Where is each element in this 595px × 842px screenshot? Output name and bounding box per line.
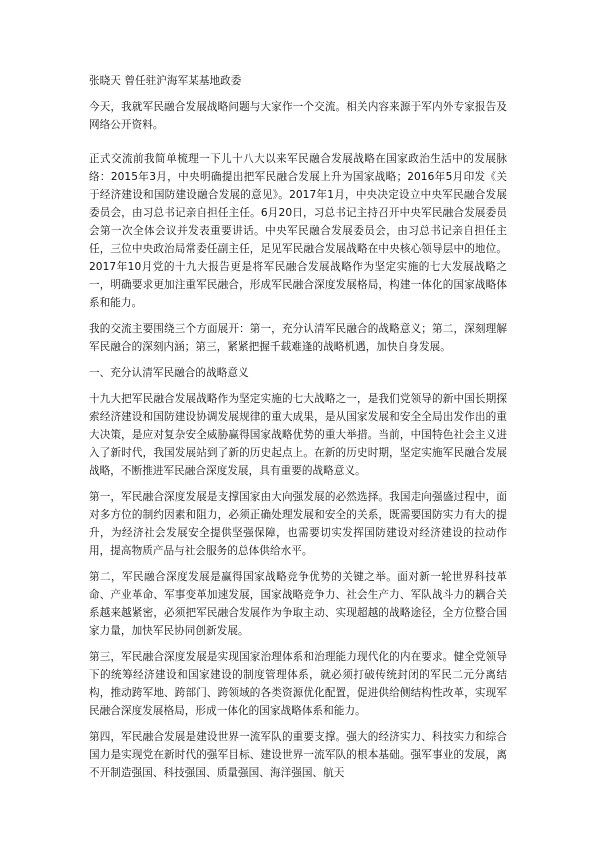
author-line: 张晓天 曾任驻沪海军某基地政委 [89,75,242,87]
section-heading: 一、充分认清军民融合的战略意义 [89,367,249,379]
background-paragraph: 正式交流前我简单梳理一下儿十八大以来军民融合发展战略在国家政治生活中的发展脉络：2015年3月，中央明确提出把军民融合发展上升为国家战略；2016年5月印发《关于经济建设和国防建设融合发展的意见》。2017年1月，中央决定设立中央军民融合发展委员会，由习总书记亲自担任主任。6月20日，习总书记主持召开中央军民融合发展委员会第一次全体会议并发表重要讲话。中央军民融合发展委员会，由习总书记亲自担任主任，三位中央政治局常委任副主任，足见军民融合发展战略在中央核心领导层中的地位。2017年10月党的十九大报告更是将军民融合发展战略作为坚定实施的七大发展战略之一，明确要求更加注重军民融合，形成军民融合深度发展格局，构建一体化的国家战略体系和能力。 [89,153,507,309]
point-three-paragraph: 第三，军民融合深度发展是实现国家治理体系和治理能力现代化的内在要求。健全党领导下的统筹经济建设和国家建设的制度管理体系，就必须打破传统封闭的军民二元分离结构，推动跨军地、跨部门、跨领域的各类资源优化配置，促进供给侧结构性改革，实现军民融合深度发展格局，形成一体化的国家战略体系和能力。 [89,651,507,717]
intro-paragraph: 今天，我就军民融合发展战略问题与大家作一个交流。相关内容来源于军内外专家报告及网络公开资料。 [89,101,507,131]
point-one-paragraph: 第一，军民融合深度发展是支撑国家由大向强发展的必然选择。我国走向强盛过程中，面对多方位的制约因素和阻力，必须正确处理发展和安全的关系，既需要国防实力有大的提升，为经济社会发展安全提供坚强保障，也需要切实发挥国防建设对经济建设的拉动作用，提高物质产品与社会服务的总体供给水平。 [89,491,507,557]
point-two-paragraph: 第二，军民融合深度发展是赢得国家战略竞争优势的关键之举。面对新一轮世界科技革命、产业革命、军事变革加速发展，国家战略竞争力、社会生产力、军队战斗力的耦合关系越来越紧密，必须把军民融合发展作为争取主动、实现超越的战略途径，全方位整合国家力量，加快军民协同创新发展。 [89,571,507,637]
document-page [89,72,507,782]
point-four-paragraph: 第四，军民融合发展是建设世界一流军队的重要支撑。强大的经济实力、科技实力和综合国力是实现党在新时代的强军目标、建设世界一流军队的根本基础。强军事业的发展，离不开制造强国、科技强国、质量强国、海洋强国、航天 [89,731,507,779]
body-paragraph: 十九大把军民融合发展战略作为坚定实施的七大战略之一，是我们党领导的新中国长期探索经济建设和国防建设协调发展规律的重大成果，是从国家发展和安全全局出发作出的重大决策，是应对复杂安全威胁赢得国家战略优势的重大举措。当前，中国特色社会主义进入了新时代，我国发展站到了新的历史起点上。在新的历史时期，坚定实施军民融合发展战略，不断推进军民融合深度发展，具有重要的战略意义。 [89,393,507,477]
outline-paragraph: 我的交流主要围绕三个方面展开：第一，充分认清军民融合的战略意义；第二，深刻理解军民融合的深刻内涵；第三，紧紧把握千载难逢的战略机遇，加快自身发展。 [89,323,507,353]
